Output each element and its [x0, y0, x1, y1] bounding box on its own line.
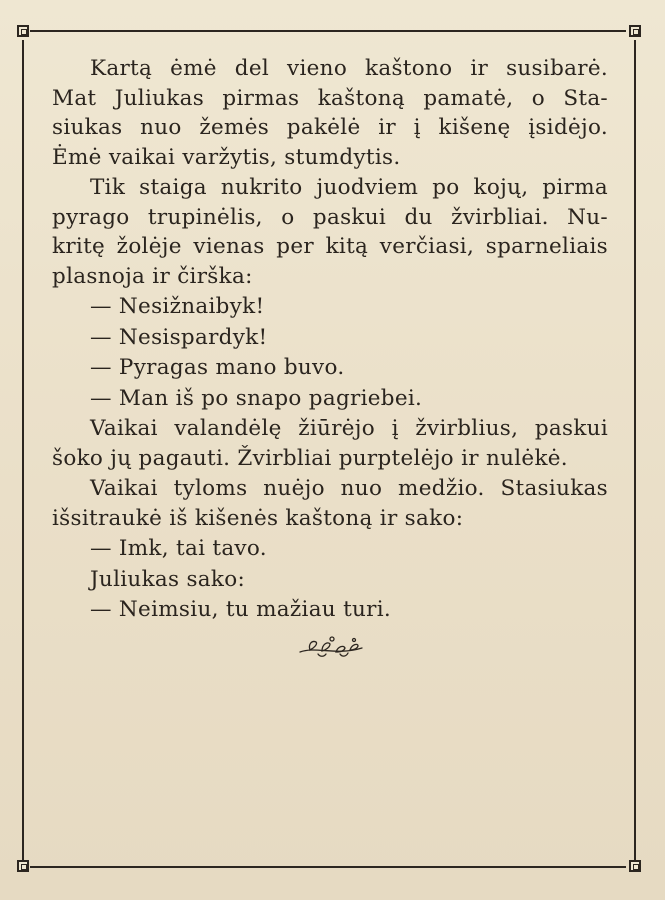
text-line: plasnoja ir čirška: — [52, 263, 253, 289]
dialogue-line: — Man iš po snapo pagriebei. — [90, 385, 423, 411]
dialogue-line: Juliukas sako: — [90, 566, 246, 592]
paragraph — [52, 474, 608, 533]
text-line: Tik staiga nukrito juodviem po kojų, pirma — [90, 175, 608, 200]
dialogue-line: — Nesispardyk! — [90, 324, 268, 350]
paragraph — [52, 414, 608, 473]
text-line: Vaikai valandėlę žiūrėjo į žvirblius, paskui — [90, 416, 608, 441]
frame-right-rule — [634, 40, 636, 860]
frame-corner-ornament — [17, 25, 29, 37]
frame-bottom-rule — [30, 866, 626, 868]
text-line: Ėmė vaikai varžytis, stumdytis. — [52, 144, 401, 170]
frame-left-rule — [22, 40, 24, 860]
text-line: pyrago trupinėlis, o paskui du žvirbliai. Nu- — [52, 204, 608, 230]
text-line: šoko jų pagauti. Žvirbliai purptelėjo ir nulėkė. — [52, 445, 568, 471]
text-line: siukas nuo žemės pakėlė ir į kišenę įsidėjo. — [52, 115, 608, 140]
text-line: Vaikai tyloms nuėjo nuo medžio. Stasiukas — [90, 476, 608, 501]
dialogue-line: — Nesižnaibyk! — [90, 294, 265, 319]
paragraph — [52, 173, 608, 291]
text-line: išsitraukė iš kišenės kaštoną ir sako: — [52, 505, 464, 531]
frame-corner-ornament — [629, 25, 641, 37]
text-line: Mat Juliukas pirmas kaštoną pamatė, o Sta- — [52, 85, 608, 111]
frame-top-rule — [30, 30, 626, 32]
dialogue-line: — Imk, tai tavo. — [90, 536, 267, 561]
text-line: kritę žolėje vienas per kitą verčiasi, sparneliais — [52, 234, 608, 259]
frame-corner-ornament — [629, 860, 641, 872]
dialogue-line: — Neimsiu, tu mažiau turi. — [90, 597, 392, 622]
frame-corner-ornament — [17, 860, 29, 872]
floral-vignette-icon — [296, 632, 366, 660]
text-line: Kartą ėmė del vieno kaštono ir susibarė. — [90, 56, 608, 81]
paragraph — [52, 54, 608, 172]
dialogue-line: — Pyragas mano buvo. — [90, 355, 345, 380]
story-text — [52, 54, 608, 626]
